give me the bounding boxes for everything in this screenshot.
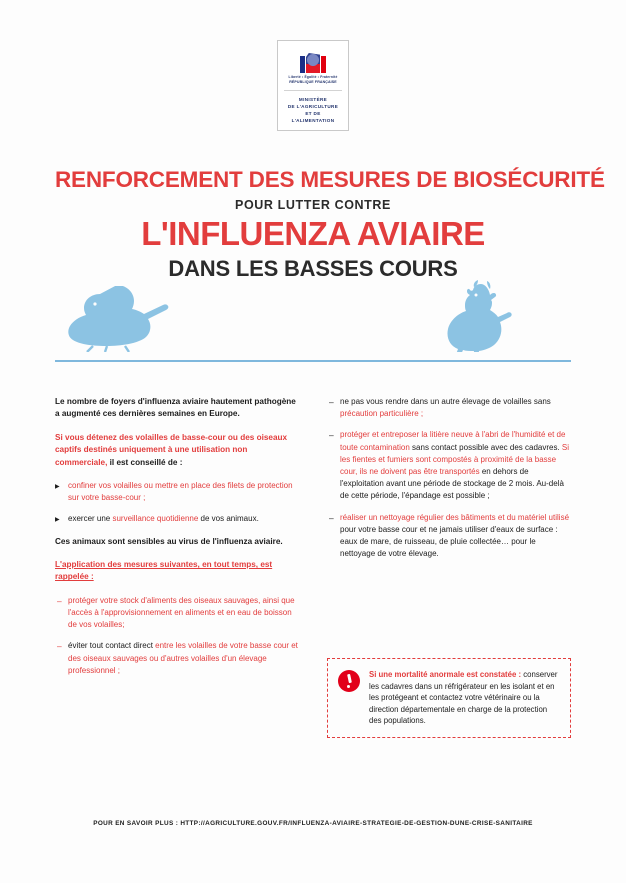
title-line-2: POUR LUTTER CONTRE (235, 198, 391, 212)
marianne-logo-icon (282, 47, 344, 73)
list-item (55, 595, 299, 632)
right-item-2-dark-mid2: en dehors de l'exploitation avant une période de stockage de 2 mois. Au-delà de cette période, l'épandage est possible ; (340, 467, 564, 501)
list-item (55, 480, 299, 504)
advice-item-2-red: surveillance quotidienne (112, 514, 199, 524)
right-item-3-dark-mid: pour votre basse cour et ne jamais utiliser d'eaux de surface : eaux de mare, de ruisseau, de pluie collectée… pour le nettoyage de votre élevage. (340, 524, 558, 559)
measures-list (55, 595, 299, 677)
republic-name: RÉPUBLIQUE FRANÇAISE (289, 80, 337, 84)
flag-red-stripe (321, 56, 326, 73)
right-item-2-dark-mid: sans contact possible avec des cadavres. (412, 442, 562, 452)
flag-blue-stripe (300, 56, 305, 73)
list-item (55, 640, 299, 677)
right-item-3-red-prefix: réaliser un nettoyage régulier des bâtiments et du matériel utilisé (340, 512, 570, 522)
hen-silhouette-icon (421, 278, 541, 352)
right-measures-list (327, 396, 571, 560)
ministry-line-2: DE L'AGRICULTURE (287, 104, 339, 109)
intro-paragraph: Le nombre de foyers d'influenza aviaire hautement pathogène a augmenté ces dernières semaines en Europe. (55, 397, 296, 419)
detention-heading-red: Si vous détenez des volailles de basse-cour ou des oiseaux captifs destinés uniquement à une utilisation non commerciale, (55, 432, 288, 467)
measure-item-2-red: entre les volailles de votre basse cour et des oiseaux sauvages ou d'autres volailles d'un élevage professionnel ; (68, 641, 298, 675)
duck-silhouette-icon (67, 286, 217, 352)
body-columns (55, 396, 571, 687)
footer-url[interactable]: POUR EN SAVOIR PLUS : HTTP://AGRICULTURE.GOUV.FR/INFLUENZA-AVIAIRE-STRATEGIE-DE-GESTION-DUNE-CRISE-SANITAIRE (93, 820, 533, 827)
measures-heading: L'application des mesures suivantes, en tout temps, est rappelée : (55, 560, 273, 582)
measure-item-2-prefix: éviter tout contact direct (68, 641, 156, 651)
ministry-line-1: MINISTÈRE (298, 97, 328, 102)
exclamation-circle-icon (338, 670, 360, 692)
ministry-line-4: L'ALIMENTATION (291, 118, 335, 123)
republic-motto: Liberté • Égalité • Fraternité (288, 75, 338, 79)
list-item (327, 396, 571, 420)
advice-item-2-suffix: de vos animaux. (198, 514, 259, 524)
bird-illustrations (55, 282, 571, 352)
advice-item-2-prefix: exercer une (68, 514, 113, 524)
right-column (327, 396, 571, 687)
advice-item-1-text: confiner vos volailles ou mettre en place des filets de protection sur votre basse-cour ; (68, 481, 293, 503)
horizontal-rule (55, 360, 571, 362)
alert-rest-text: conserver les cadavres dans un réfrigérateur en les isolant et en les protégeant et contactez votre vétérinaire ou la direction départementale en charge de la protection des populations. (369, 670, 558, 726)
alert-text (369, 669, 560, 727)
right-item-2-red-mid: Si les fientes et fumiers sont compostés à proximité de la basse cour, ils ne doivent pas être transportés (340, 442, 570, 477)
marianne-face-icon (306, 53, 320, 73)
left-column (55, 396, 299, 687)
mortality-alert-box (327, 658, 571, 738)
alert-bold-text: Si une mortalité anormale est constatée : (369, 670, 522, 679)
title-line-1: RENFORCEMENT DES MESURES DE BIOSÉCURITÉ (55, 167, 605, 192)
list-item (55, 513, 299, 525)
poster-title-block (55, 167, 605, 282)
right-item-2-red-prefix: protéger et entreposer la litière neuve à l'abri de l'humidité et de toute contamination (340, 430, 566, 452)
list-item (327, 512, 571, 561)
right-item-1-prefix: ne pas vous rendre dans un autre élevage de volailles sans (340, 397, 551, 406)
advice-list (55, 480, 299, 526)
sensitivity-paragraph: Ces animaux sont sensibles au virus de l'influenza aviaire. (55, 536, 283, 546)
list-item (327, 429, 571, 502)
ministry-name (282, 96, 344, 124)
ministry-logo-block (277, 40, 349, 131)
detention-heading (55, 432, 299, 469)
measure-item-1-text: protéger votre stock d'aliments des oiseaux sauvages, ainsi que l'accès à l'approvisionnement en aliments et en eau de boisson de vos volailles; (68, 595, 295, 630)
logo-divider (284, 90, 342, 91)
title-line-4: DANS LES BASSES COURS (168, 256, 458, 281)
ministry-line-3: ET DE (305, 111, 321, 116)
right-item-1-red: précaution particulière ; (340, 409, 424, 419)
title-line-3: L'INFLUENZA AVIAIRE (141, 215, 485, 252)
detention-heading-dark: il est conseillé de : (109, 457, 183, 467)
